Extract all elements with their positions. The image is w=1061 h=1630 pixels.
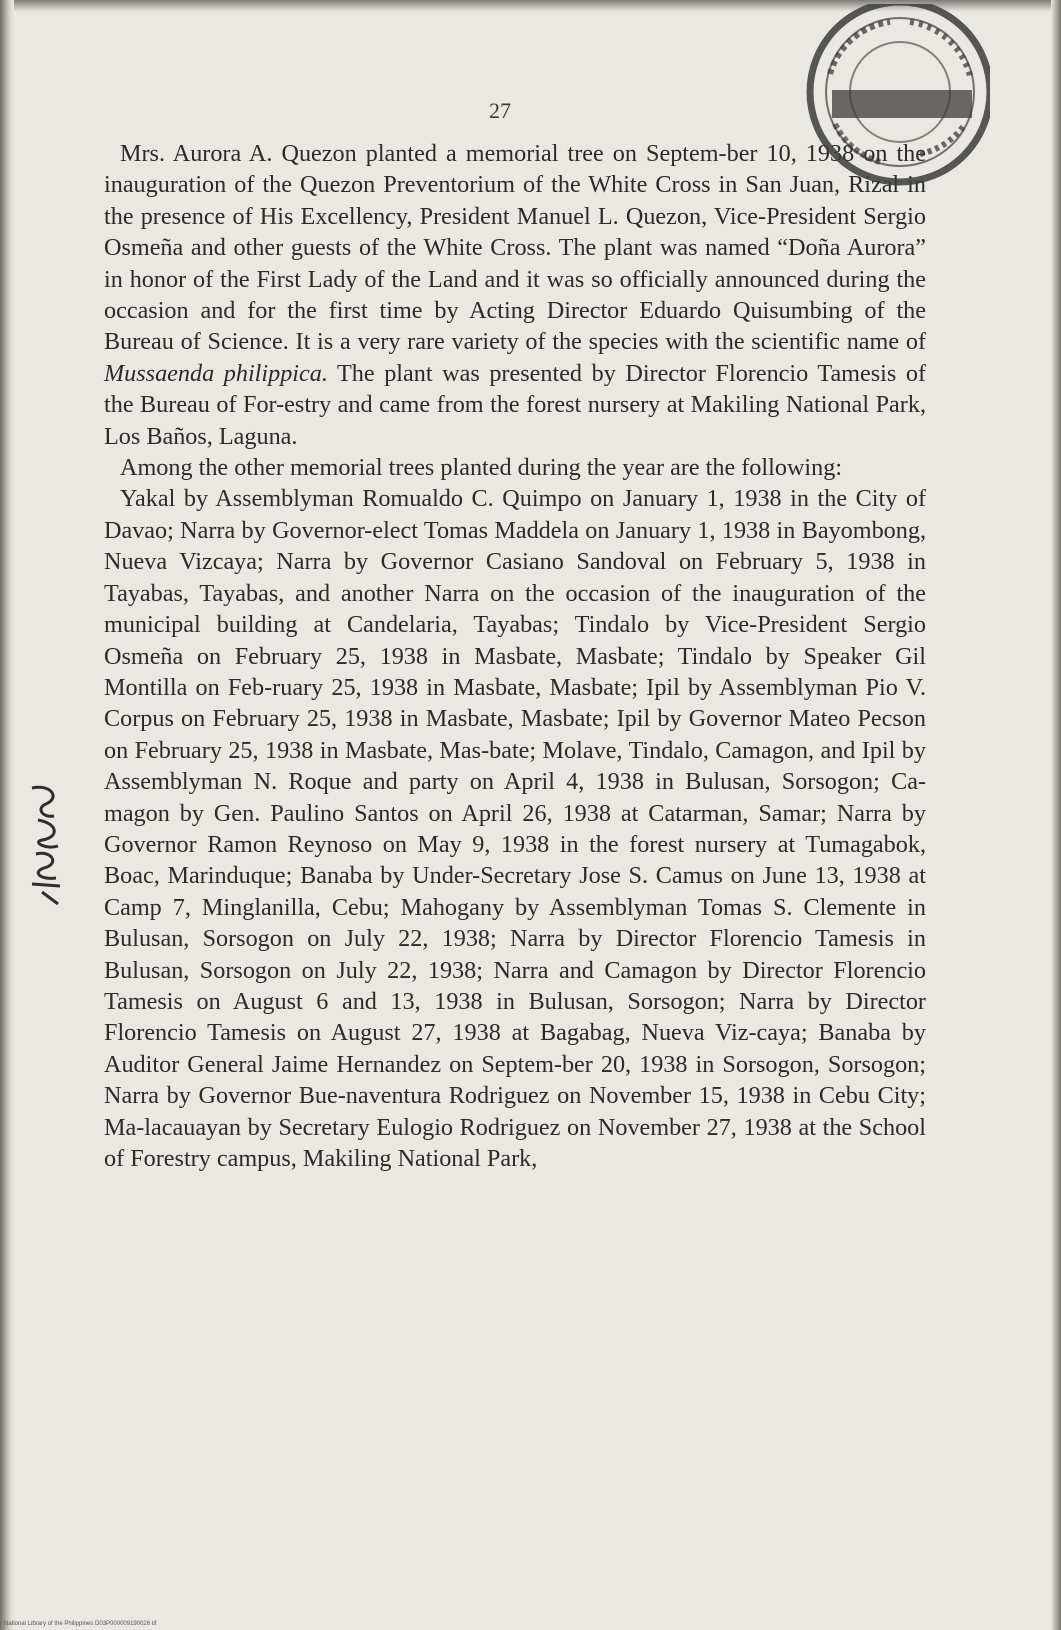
page-right-edge	[1051, 0, 1061, 1630]
page-number: 27	[489, 98, 511, 123]
paragraph-text: Mrs. Aurora A. Quezon planted a memorial tree on Septem-ber 10, 1938 on the inauguration of the Quezon Preventorium of the White Cross in San Juan, Rizal in the presence of His Excellency, President Manuel L. Quezon, Vice-President Sergio Osmeña and other guests of the White Cross. The plant was named “Doña Aurora” in honor of the First Lady of the Land and it was so officially announced during the occasion and for the first time by Acting Director Eduardo Quisumbing of the Bureau of Science. It is a very rare variety of the species with the scientific name of	[104, 140, 926, 356]
scan-footer: National Library of the Philippines D03P000009190026 tif	[4, 1621, 157, 1627]
paragraph-tree-list: Yakal by Assemblyman Romualdo C. Quimpo on January 1, 1938 in the City of Davao; Narra by Governor-elect Tomas Maddela on January 1, 1938 in Bayombong, Nueva Vizcaya; Narra by Governor Casiano Sandoval on February 5, 1938 in Tayabas, Tayabas, and another Narra on the occasion of the inauguration of the municipal building at Candelaria, Tayabas; Tindalo by Vice-President Sergio Osmeña on February 25, 1938 in Masbate, Masbate; Tindalo by Speaker Gil Montilla on Feb-ruary 25, 1938 in Masbate, Masbate; Ipil by Assemblyman Pio V. Corpus on February 25, 1938 in Masbate, Masbate; Ipil by Governor Mateo Pecson on February 25, 1938 in Masbate, Mas-bate; Molave, Tindalo, Camagon, and Ipil by Assemblyman N. Roque and party on April 4, 1938 in Bulusan, Sorsogon; Ca-magon by Gen. Paulino Santos on April 26, 1938 at Catarman, Samar; Narra by Governor Ramon Reynoso on May 9, 1938 in the forest nursery at Tumagabok, Boac, Marinduque; Banaba by Under-Secretary Jose S. Camus on June 13, 1938 at Camp 7, Minglanilla, Cebu; Mahogany by Assemblyman Tomas S. Clemente in Bulusan, Sorsogon on July 22, 1938; Narra by Director Florencio Tamesis in Bulusan, Sorsogon on July 22, 1938; Narra and Camagon by Director Florencio Tamesis on August 6 and 13, 1938 in Bulusan, Sorsogon; Narra by Director Florencio Tamesis on August 27, 1938 at Bagabag, Nueva Viz-caya; Banaba by Auditor General Jaime Hernandez on Septem-ber 20, 1938 in Sorsogon, Sorsogon; Narra by Governor Bue-naventura Rodriguez on November 15, 1938 in Cebu City; Ma-lacauayan by Secretary Eulogio Rodriguez on November 27, 1938 at the School of Forestry campus, Makiling National Park,	[104, 485, 926, 1172]
paragraph-intro-list: Among the other memorial trees planted during the year are the following:	[120, 454, 843, 482]
paragraph-text: The plant was presented by Director Florencio Tamesis of the Bureau of For-estry and came from the forest nursery at Makiling National Park, Los Baños, Laguna.	[104, 359, 926, 450]
body-text	[104, 138, 926, 1174]
handwritten-note-icon	[2, 780, 92, 910]
library-stamp-icon	[760, 4, 990, 204]
species-name: Mussaenda philippica.	[104, 359, 328, 387]
